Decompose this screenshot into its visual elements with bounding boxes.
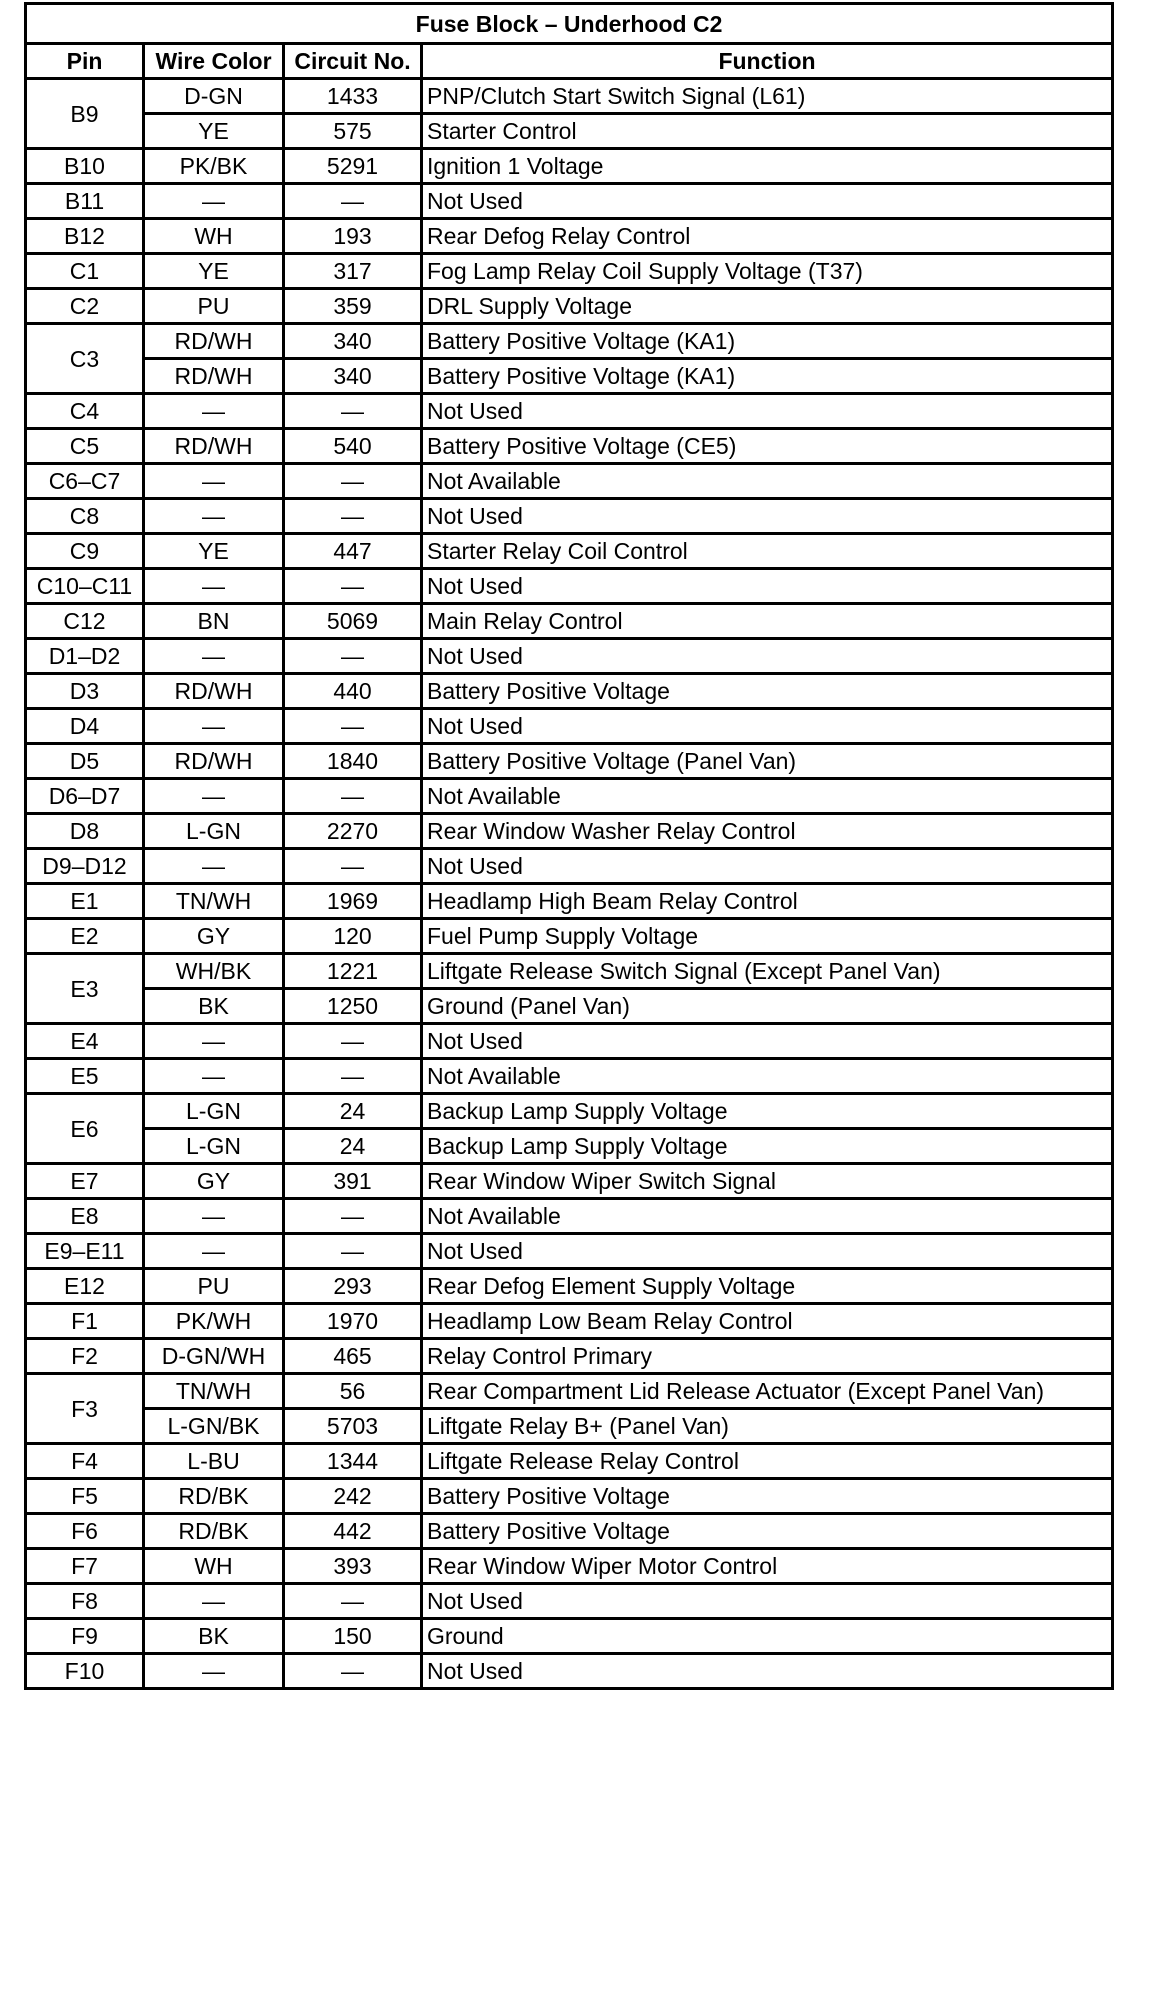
- function-cell: DRL Supply Voltage: [422, 289, 1113, 324]
- pin-cell: C2: [26, 289, 144, 324]
- pin-cell: C4: [26, 394, 144, 429]
- function-cell: Relay Control Primary: [422, 1339, 1113, 1374]
- wire-color-cell: RD/WH: [144, 674, 284, 709]
- circuit-number-cell: —: [284, 779, 422, 814]
- circuit-number-cell: 442: [284, 1514, 422, 1549]
- pin-cell: B12: [26, 219, 144, 254]
- wire-color-cell: RD/WH: [144, 359, 284, 394]
- pin-cell: F5: [26, 1479, 144, 1514]
- wire-color-cell: GY: [144, 1164, 284, 1199]
- function-cell: Not Used: [422, 1654, 1113, 1689]
- table-title: Fuse Block – Underhood C2: [26, 4, 1113, 44]
- function-cell: Ignition 1 Voltage: [422, 149, 1113, 184]
- function-cell: Fuel Pump Supply Voltage: [422, 919, 1113, 954]
- wire-color-cell: TN/WH: [144, 1374, 284, 1409]
- table-row: [26, 1444, 1113, 1479]
- pin-cell: D4: [26, 709, 144, 744]
- wire-color-cell: —: [144, 1654, 284, 1689]
- table-row: [26, 534, 1113, 569]
- column-header-circuit-no: Circuit No.: [284, 44, 422, 79]
- pin-cell: F3: [26, 1374, 144, 1444]
- table-row: [26, 604, 1113, 639]
- function-cell: Starter Relay Coil Control: [422, 534, 1113, 569]
- pin-cell: C6–C7: [26, 464, 144, 499]
- function-cell: Not Available: [422, 1059, 1113, 1094]
- column-header-wire-color: Wire Color: [144, 44, 284, 79]
- wire-color-cell: —: [144, 1199, 284, 1234]
- circuit-number-cell: 1250: [284, 989, 422, 1024]
- function-cell: Fog Lamp Relay Coil Supply Voltage (T37): [422, 254, 1113, 289]
- table-row: [26, 394, 1113, 429]
- table-row: [26, 779, 1113, 814]
- pin-cell: E5: [26, 1059, 144, 1094]
- wire-color-cell: WH: [144, 219, 284, 254]
- circuit-number-cell: 5291: [284, 149, 422, 184]
- pin-cell: E4: [26, 1024, 144, 1059]
- pin-cell: F8: [26, 1584, 144, 1619]
- circuit-number-cell: —: [284, 1024, 422, 1059]
- pin-cell: C1: [26, 254, 144, 289]
- pin-cell: F1: [26, 1304, 144, 1339]
- wire-color-cell: —: [144, 464, 284, 499]
- table-row: [26, 1584, 1113, 1619]
- table-row: [26, 709, 1113, 744]
- function-cell: Starter Control: [422, 114, 1113, 149]
- pin-cell: E1: [26, 884, 144, 919]
- table-row: [26, 1374, 1113, 1409]
- table-row: [26, 254, 1113, 289]
- table-row: [26, 1654, 1113, 1689]
- function-cell: PNP/Clutch Start Switch Signal (L61): [422, 79, 1113, 114]
- circuit-number-cell: 24: [284, 1094, 422, 1129]
- column-header-row: [26, 44, 1113, 79]
- wire-color-cell: PU: [144, 1269, 284, 1304]
- wire-color-cell: —: [144, 849, 284, 884]
- pin-cell: F9: [26, 1619, 144, 1654]
- function-cell: Battery Positive Voltage: [422, 1479, 1113, 1514]
- circuit-number-cell: —: [284, 184, 422, 219]
- function-cell: Headlamp Low Beam Relay Control: [422, 1304, 1113, 1339]
- circuit-number-cell: 150: [284, 1619, 422, 1654]
- pin-cell: E6: [26, 1094, 144, 1164]
- circuit-number-cell: 1344: [284, 1444, 422, 1479]
- circuit-number-cell: —: [284, 849, 422, 884]
- table-row: [26, 919, 1113, 954]
- table-row: [26, 1339, 1113, 1374]
- pin-cell: D3: [26, 674, 144, 709]
- circuit-number-cell: 393: [284, 1549, 422, 1584]
- function-cell: Backup Lamp Supply Voltage: [422, 1129, 1113, 1164]
- table-row: [26, 1059, 1113, 1094]
- pin-cell: F2: [26, 1339, 144, 1374]
- function-cell: Not Used: [422, 499, 1113, 534]
- wire-color-cell: RD/WH: [144, 744, 284, 779]
- table-row: [26, 1234, 1113, 1269]
- pin-cell: D1–D2: [26, 639, 144, 674]
- wire-color-cell: YE: [144, 254, 284, 289]
- table-row: [26, 814, 1113, 849]
- circuit-number-cell: 317: [284, 254, 422, 289]
- wire-color-cell: D-GN/WH: [144, 1339, 284, 1374]
- wire-color-cell: RD/WH: [144, 429, 284, 464]
- wire-color-cell: RD/WH: [144, 324, 284, 359]
- circuit-number-cell: 391: [284, 1164, 422, 1199]
- pin-cell: C8: [26, 499, 144, 534]
- function-cell: Rear Window Wiper Motor Control: [422, 1549, 1113, 1584]
- wire-color-cell: PU: [144, 289, 284, 324]
- function-cell: Battery Positive Voltage: [422, 674, 1113, 709]
- table-row: [26, 1129, 1113, 1164]
- table-body: [26, 79, 1113, 1689]
- pin-cell: C9: [26, 534, 144, 569]
- wire-color-cell: BK: [144, 1619, 284, 1654]
- function-cell: Battery Positive Voltage (CE5): [422, 429, 1113, 464]
- function-cell: Battery Positive Voltage: [422, 1514, 1113, 1549]
- table-row: [26, 1549, 1113, 1584]
- wire-color-cell: —: [144, 569, 284, 604]
- circuit-number-cell: —: [284, 569, 422, 604]
- circuit-number-cell: —: [284, 1584, 422, 1619]
- function-cell: Battery Positive Voltage (Panel Van): [422, 744, 1113, 779]
- pin-cell: B9: [26, 79, 144, 149]
- circuit-number-cell: 2270: [284, 814, 422, 849]
- table-row: [26, 1199, 1113, 1234]
- wire-color-cell: L-GN: [144, 814, 284, 849]
- circuit-number-cell: 440: [284, 674, 422, 709]
- circuit-number-cell: 465: [284, 1339, 422, 1374]
- table-row: [26, 289, 1113, 324]
- table-row: [26, 884, 1113, 919]
- function-cell: Rear Defog Relay Control: [422, 219, 1113, 254]
- table-row: [26, 1024, 1113, 1059]
- circuit-number-cell: 120: [284, 919, 422, 954]
- wire-color-cell: —: [144, 1024, 284, 1059]
- table-row: [26, 1619, 1113, 1654]
- wire-color-cell: L-BU: [144, 1444, 284, 1479]
- pin-cell: F7: [26, 1549, 144, 1584]
- wire-color-cell: —: [144, 639, 284, 674]
- pin-cell: C3: [26, 324, 144, 394]
- function-cell: Battery Positive Voltage (KA1): [422, 324, 1113, 359]
- pin-cell: B11: [26, 184, 144, 219]
- circuit-number-cell: 193: [284, 219, 422, 254]
- wire-color-cell: —: [144, 1234, 284, 1269]
- circuit-number-cell: —: [284, 394, 422, 429]
- circuit-number-cell: 5069: [284, 604, 422, 639]
- table-row: [26, 954, 1113, 989]
- pin-cell: C10–C11: [26, 569, 144, 604]
- circuit-number-cell: 447: [284, 534, 422, 569]
- wire-color-cell: WH: [144, 1549, 284, 1584]
- circuit-number-cell: 340: [284, 324, 422, 359]
- column-header-function: Function: [422, 44, 1113, 79]
- pin-cell: F10: [26, 1654, 144, 1689]
- pin-cell: E12: [26, 1269, 144, 1304]
- wire-color-cell: YE: [144, 534, 284, 569]
- function-cell: Not Used: [422, 1024, 1113, 1059]
- circuit-number-cell: 1840: [284, 744, 422, 779]
- function-cell: Not Used: [422, 1234, 1113, 1269]
- wire-color-cell: —: [144, 499, 284, 534]
- table-row: [26, 429, 1113, 464]
- circuit-number-cell: 56: [284, 1374, 422, 1409]
- pin-cell: D5: [26, 744, 144, 779]
- circuit-number-cell: 340: [284, 359, 422, 394]
- wire-color-cell: YE: [144, 114, 284, 149]
- wire-color-cell: BK: [144, 989, 284, 1024]
- pin-cell: D8: [26, 814, 144, 849]
- function-cell: Ground (Panel Van): [422, 989, 1113, 1024]
- function-cell: Ground: [422, 1619, 1113, 1654]
- function-cell: Rear Defog Element Supply Voltage: [422, 1269, 1113, 1304]
- table-row: [26, 1164, 1113, 1199]
- pin-cell: E7: [26, 1164, 144, 1199]
- table-row: [26, 1479, 1113, 1514]
- wire-color-cell: L-GN/BK: [144, 1409, 284, 1444]
- pin-cell: E8: [26, 1199, 144, 1234]
- table-row: [26, 499, 1113, 534]
- wire-color-cell: —: [144, 1059, 284, 1094]
- title-row: [26, 4, 1113, 44]
- pin-cell: D6–D7: [26, 779, 144, 814]
- circuit-number-cell: —: [284, 1059, 422, 1094]
- function-cell: Backup Lamp Supply Voltage: [422, 1094, 1113, 1129]
- function-cell: Rear Compartment Lid Release Actuator (Except Panel Van): [422, 1374, 1113, 1409]
- circuit-number-cell: 24: [284, 1129, 422, 1164]
- table-header: [26, 4, 1113, 79]
- circuit-number-cell: 1969: [284, 884, 422, 919]
- function-cell: Not Used: [422, 394, 1113, 429]
- table-row: [26, 79, 1113, 114]
- function-cell: Not Used: [422, 569, 1113, 604]
- function-cell: Not Used: [422, 709, 1113, 744]
- circuit-number-cell: 575: [284, 114, 422, 149]
- pin-cell: E2: [26, 919, 144, 954]
- pin-cell: E3: [26, 954, 144, 1024]
- pin-cell: C12: [26, 604, 144, 639]
- table-row: [26, 1304, 1113, 1339]
- wire-color-cell: —: [144, 184, 284, 219]
- table-row: [26, 639, 1113, 674]
- table-row: [26, 149, 1113, 184]
- column-header-pin: Pin: [26, 44, 144, 79]
- pin-cell: C5: [26, 429, 144, 464]
- table-row: [26, 219, 1113, 254]
- wire-color-cell: WH/BK: [144, 954, 284, 989]
- pin-cell: F4: [26, 1444, 144, 1479]
- wire-color-cell: PK/BK: [144, 149, 284, 184]
- function-cell: Liftgate Release Switch Signal (Except Panel Van): [422, 954, 1113, 989]
- function-cell: Battery Positive Voltage (KA1): [422, 359, 1113, 394]
- wire-color-cell: —: [144, 1584, 284, 1619]
- wire-color-cell: —: [144, 394, 284, 429]
- table-row: [26, 1409, 1113, 1444]
- table-row: [26, 464, 1113, 499]
- function-cell: Headlamp High Beam Relay Control: [422, 884, 1113, 919]
- function-cell: Not Available: [422, 779, 1113, 814]
- circuit-number-cell: 540: [284, 429, 422, 464]
- table-row: [26, 359, 1113, 394]
- circuit-number-cell: 1433: [284, 79, 422, 114]
- circuit-number-cell: 293: [284, 1269, 422, 1304]
- circuit-number-cell: 1221: [284, 954, 422, 989]
- function-cell: Not Used: [422, 849, 1113, 884]
- function-cell: Not Available: [422, 1199, 1113, 1234]
- table-row: [26, 184, 1113, 219]
- wire-color-cell: TN/WH: [144, 884, 284, 919]
- circuit-number-cell: —: [284, 1199, 422, 1234]
- circuit-number-cell: 5703: [284, 1409, 422, 1444]
- circuit-number-cell: —: [284, 1234, 422, 1269]
- table-row: [26, 1514, 1113, 1549]
- pin-cell: B10: [26, 149, 144, 184]
- table-row: [26, 989, 1113, 1024]
- table-row: [26, 1269, 1113, 1304]
- table-row: [26, 849, 1113, 884]
- wire-color-cell: L-GN: [144, 1129, 284, 1164]
- table-row: [26, 324, 1113, 359]
- circuit-number-cell: 1970: [284, 1304, 422, 1339]
- function-cell: Rear Window Wiper Switch Signal: [422, 1164, 1113, 1199]
- function-cell: Not Available: [422, 464, 1113, 499]
- wire-color-cell: RD/BK: [144, 1514, 284, 1549]
- circuit-number-cell: —: [284, 464, 422, 499]
- wire-color-cell: RD/BK: [144, 1479, 284, 1514]
- wire-color-cell: GY: [144, 919, 284, 954]
- function-cell: Not Used: [422, 639, 1113, 674]
- function-cell: Liftgate Release Relay Control: [422, 1444, 1113, 1479]
- pin-cell: D9–D12: [26, 849, 144, 884]
- circuit-number-cell: —: [284, 639, 422, 674]
- pin-cell: F6: [26, 1514, 144, 1549]
- wire-color-cell: —: [144, 779, 284, 814]
- connector-pinout-table: [24, 2, 1114, 1690]
- function-cell: Not Used: [422, 1584, 1113, 1619]
- pin-cell: E9–E11: [26, 1234, 144, 1269]
- wire-color-cell: —: [144, 709, 284, 744]
- wire-color-cell: BN: [144, 604, 284, 639]
- table-row: [26, 674, 1113, 709]
- function-cell: Rear Window Washer Relay Control: [422, 814, 1113, 849]
- circuit-number-cell: —: [284, 709, 422, 744]
- table-row: [26, 114, 1113, 149]
- function-cell: Not Used: [422, 184, 1113, 219]
- circuit-number-cell: —: [284, 499, 422, 534]
- circuit-number-cell: 242: [284, 1479, 422, 1514]
- wire-color-cell: L-GN: [144, 1094, 284, 1129]
- table-row: [26, 1094, 1113, 1129]
- circuit-number-cell: —: [284, 1654, 422, 1689]
- function-cell: Main Relay Control: [422, 604, 1113, 639]
- table-row: [26, 569, 1113, 604]
- table-row: [26, 744, 1113, 779]
- wire-color-cell: D-GN: [144, 79, 284, 114]
- wire-color-cell: PK/WH: [144, 1304, 284, 1339]
- circuit-number-cell: 359: [284, 289, 422, 324]
- function-cell: Liftgate Relay B+ (Panel Van): [422, 1409, 1113, 1444]
